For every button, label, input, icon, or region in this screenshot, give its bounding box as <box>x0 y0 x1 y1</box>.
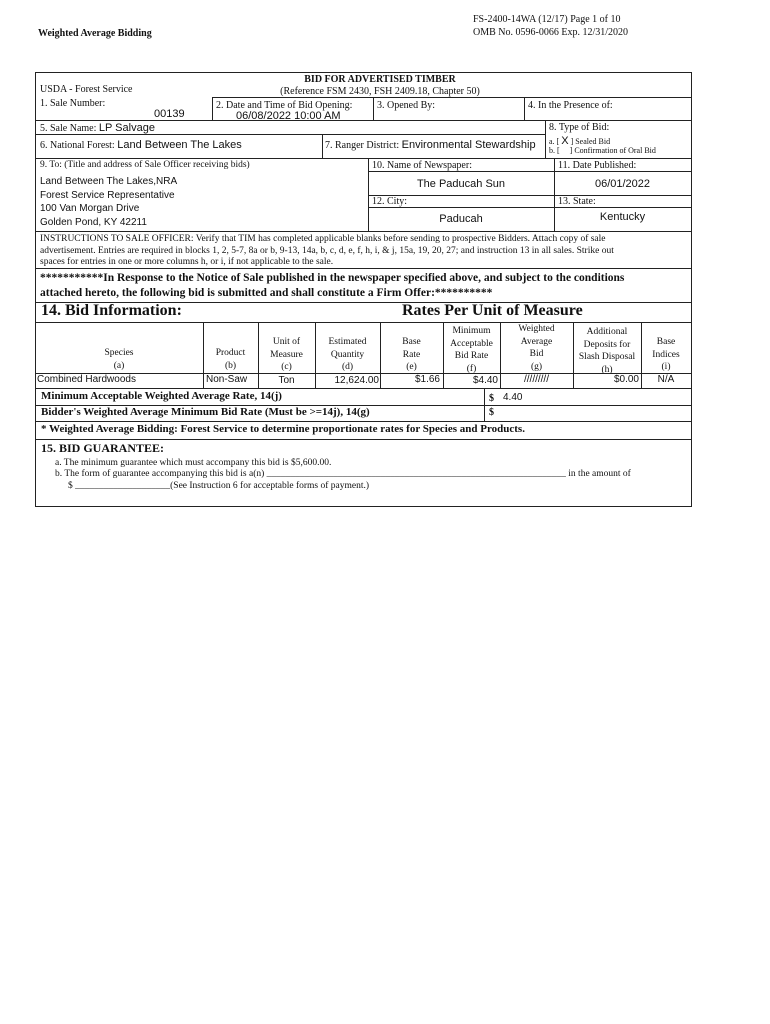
firm-offer-statement: ***********In Response to the Notice of Sale published in the newspaper specified above, and subject to the conditions attached hereto, the following bid is submitted and shall constitute a Firm Offer:********** <box>40 272 625 299</box>
bid-type-label: 8. Type of Bid: <box>549 122 610 133</box>
bidder-rate-label: Bidder's Weighted Average Minimum Bid Rate (Must be >=14j), 14(g) <box>41 406 370 418</box>
bidder-rate-dollar: $ <box>489 407 494 418</box>
product-cell: Non-Saw <box>206 374 248 385</box>
min-rate-cell: $4.40 <box>472 375 498 386</box>
min-rate-value: 4.40 <box>503 392 523 403</box>
base-rate-cell: $1.66 <box>414 374 440 385</box>
unit-cell: Ton <box>278 375 295 386</box>
bid-type-oral: b. [ ] Confirmation of Oral Bid <box>549 146 656 155</box>
column-header: Base Indices (i) <box>652 337 680 372</box>
to-address <box>40 175 177 229</box>
bid-guarantee-heading: 15. BID GUARANTEE: <box>41 441 165 455</box>
indices-cell: N/A <box>657 374 675 385</box>
species-cell: Combined Hardwoods <box>37 374 136 385</box>
district-label: 7. Ranger District: Environmental Stewardship <box>325 139 536 151</box>
state-value: Kentucky <box>599 211 646 223</box>
opened-by-label: 3. Opened By: <box>377 100 436 111</box>
column-header: Estimated Quantity (d) <box>328 337 367 372</box>
state-label: 13. State: <box>558 196 596 207</box>
address-line: 100 Van Morgan Drive <box>40 203 140 214</box>
sale-number-value: 00139 <box>154 108 185 120</box>
forest-value: Land Between The Lakes <box>117 139 242 151</box>
quantity-cell: 12,624.00 <box>334 375 379 386</box>
form-heading: BID FOR ADVERTISED TIMBER <box>304 74 456 85</box>
agency-label: USDA - Forest Service <box>40 84 133 95</box>
date-published-label: 11. Date Published: <box>558 160 637 171</box>
column-header: Minimum Acceptable Bid Rate (f) <box>450 326 493 374</box>
column-header: Additional Deposits for Slash Disposal (h) <box>578 327 636 375</box>
address-line: Forest Service Representative <box>40 189 175 201</box>
slash-cell: $0.00 <box>613 374 639 385</box>
column-header: Species (a) <box>104 348 134 371</box>
bid-date-value: 06/08/2022 10:00 AM <box>236 110 341 122</box>
sale-number-label: 1. Sale Number: <box>40 98 106 109</box>
sale-name-value: LP Salvage <box>98 122 155 134</box>
district-value: Environmental Stewardship <box>401 139 536 151</box>
form-number: FS-2400-14WA (12/17) Page 1 of 10 <box>473 14 621 25</box>
forest-label: 6. National Forest: Land Between The Lakes <box>40 139 242 151</box>
column-header: Product (b) <box>215 348 246 371</box>
to-label: 9. To: (Title and address of Sale Officer receiving bids) <box>40 160 250 170</box>
column-header: Base Rate (e) <box>402 337 421 372</box>
date-published-value: 06/01/2022 <box>594 178 651 190</box>
weighted-note: * Weighted Average Bidding: Forest Service to determine proportionate rates for Species and Products. <box>41 423 525 435</box>
city-label: 12. City: <box>372 196 408 207</box>
sealed-bid-mark: X <box>561 135 569 147</box>
weighted-bid-cell: ///////// <box>523 374 549 385</box>
min-rate-label: Minimum Acceptable Weighted Average Rate, 14(j) <box>41 390 282 402</box>
bid-date-label: 2. Date and Time of Bid Opening: <box>216 100 353 111</box>
city-value: Paducah <box>439 213 483 225</box>
address-line: Land Between The Lakes,NRA <box>40 176 178 187</box>
guarantee-line-a: a. The minimum guarantee which must accompany this bid is $5,600.00. <box>55 458 332 468</box>
presence-label: 4. In the Presence of: <box>528 100 613 111</box>
address-line: Golden Pond, KY 42211 <box>40 216 147 228</box>
min-rate-dollar: $ <box>489 393 494 404</box>
rates-heading: Rates Per Unit of Measure <box>402 302 583 319</box>
sale-name-label: 5. Sale Name: LP Salvage <box>40 122 155 134</box>
newspaper-label: 10. Name of Newspaper: <box>372 160 472 171</box>
column-header: Unit of Measure (c) <box>270 337 303 372</box>
instructions-text: INSTRUCTIONS TO SALE OFFICER: Verify that TIM has completed applicable blanks before sending to prospective Bidders. Attach copy of sale advertisement. Entries are required in blocks 1, 2, 5-7, 8a or b, 9-13, 14a, b, c, d, e, f, h, i, & j, 15a, 19, 20, 27; and instruction 13 in all sales. Strike out spaces for entries in one or more columns h, or i, if not applicable to the sale. <box>40 234 614 267</box>
guarantee-line-b: b. The form of guarantee accompanying this bid is a(n) _______________________________________________________________ in the amount of <box>55 469 631 479</box>
newspaper-value: The Paducah Sun <box>416 178 506 190</box>
guarantee-line-c: $ ____________________(See Instruction 6 for acceptable forms of payment.) <box>68 481 370 491</box>
form-reference: (Reference FSM 2430, FSH 2409.18, Chapter 50) <box>280 86 480 97</box>
bid-information-heading: 14. Bid Information: <box>41 302 182 319</box>
omb-number: OMB No. 0596-0066 Exp. 12/31/2020 <box>473 27 628 38</box>
document-title: Weighted Average Bidding <box>38 28 152 39</box>
column-header: Weighted Average Bid (g) <box>518 324 555 372</box>
bid-type-sealed: a. [ X ] Sealed Bid <box>549 135 611 147</box>
